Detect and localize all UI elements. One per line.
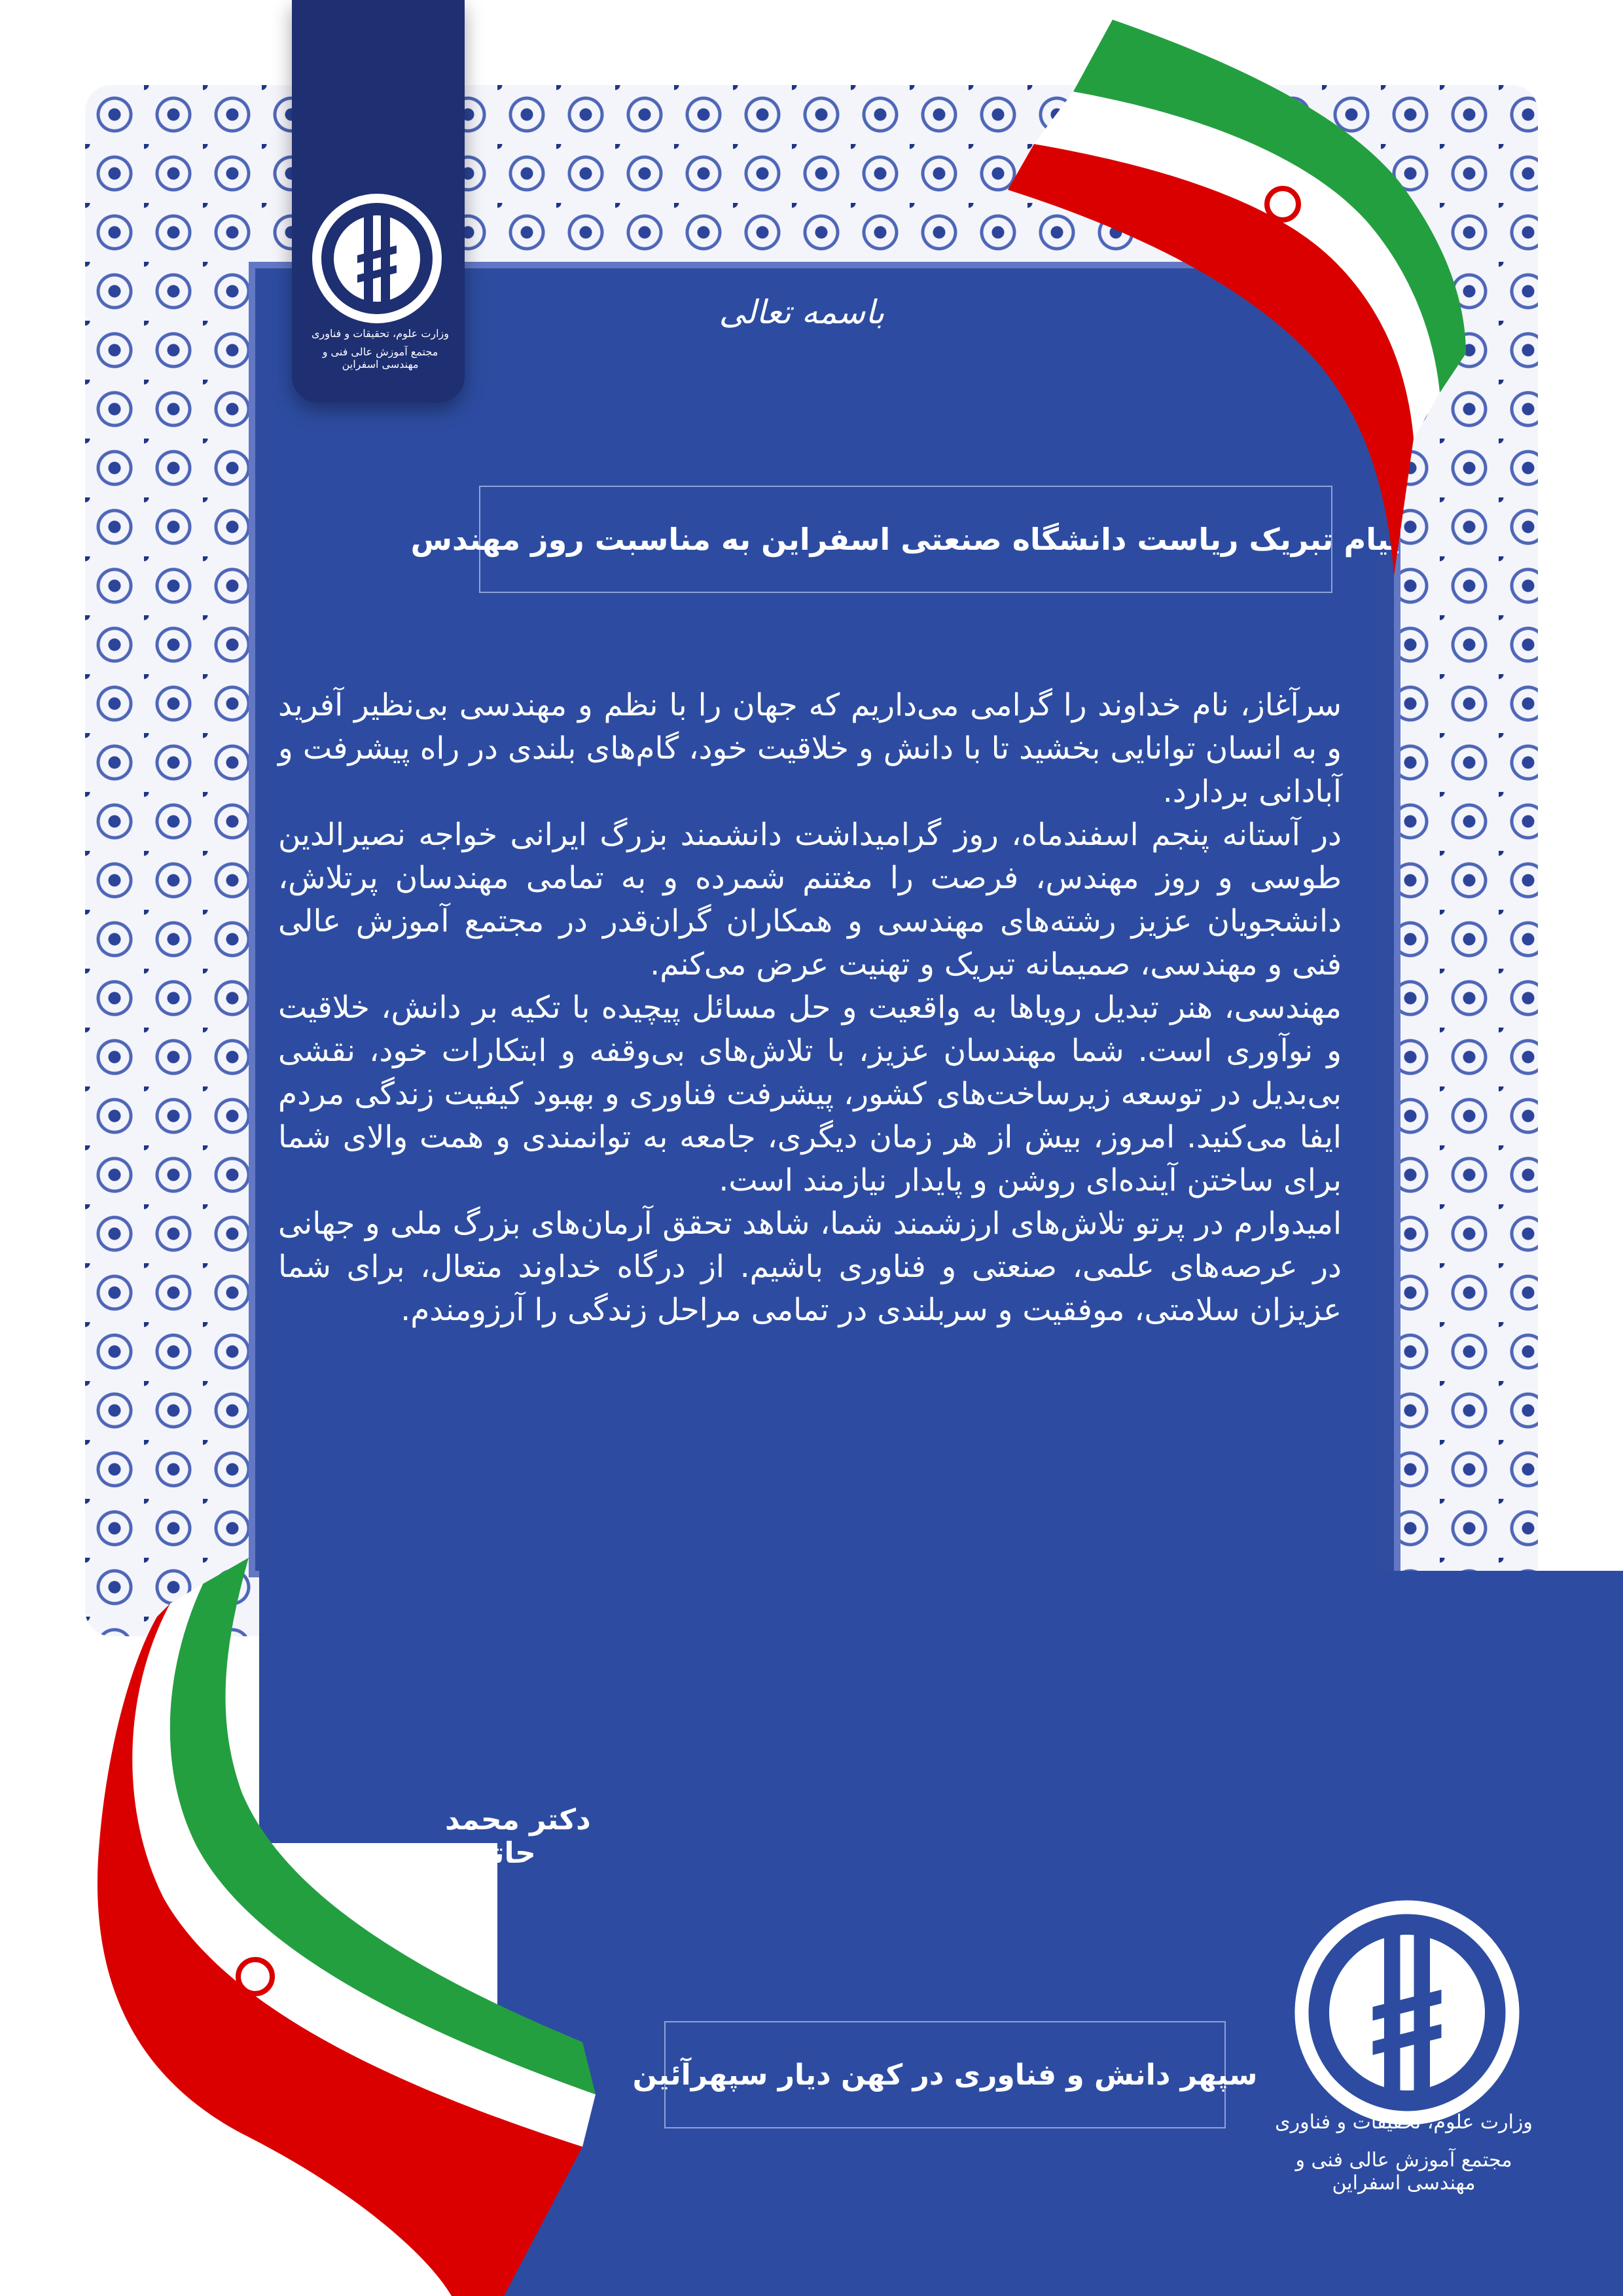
banner-ministry-text: وزارت علوم، تحقیقات و فناوری xyxy=(312,327,449,340)
iran-flag-ribbon-top-icon xyxy=(1008,13,1505,589)
page-title: پیام تبریک ریاست دانشگاه صنعتی اسفراین به مناسبت روز مهندس xyxy=(410,522,1401,557)
message-body xyxy=(278,684,1342,1332)
iran-flag-ribbon-bottom-icon xyxy=(85,1558,596,2296)
university-logo-large-icon xyxy=(1293,1898,1522,2127)
slogan-box xyxy=(632,2021,1258,2128)
university-logo-icon xyxy=(312,193,442,324)
footer-institution-text: مجتمع آموزش عالی فنی و مهندسی اسفراین xyxy=(1295,2149,1512,2195)
banner-institution-text: مجتمع آموزش عالی فنی و مهندسی اسفراین xyxy=(322,346,438,370)
message-paragraph: در آستانه پنجم اسفندماه، روز گرامیداشت دانشمند بزرگ ایرانی خواجه نصیرالدین طوسی و روز مهندس، فرصت را مغتنم شمرده و به تمامی مهندسان پرتلاش، دانشجویان عزیز رشته‌های مهندسی و همکاران گران‌قدر در مجتمع آموزش عالی فنی و مهندسی، صمیمانه تبریک و تهنیت عرض می‌کنم. xyxy=(278,817,1342,982)
message-paragraph: مهندسی، هنر تبدیل رویاها به واقعیت و حل مسائل پیچیده با تکیه بر دانش، خلاقیت و نوآوری است. شما مهندسان عزیز، با تلاش‌های بی‌وقفه و ابتکارات خود، نقشی بی‌بدیل در توسعه زیرساخت‌های کشور، پیشرفت فناوری و بهبود کیفیت زندگی مردم ایفا می‌کنید. امروز، بیش از هر زمان دیگری، جامعه به توانمندی و همت والای شما برای ساختن آینده‌ای روشن و پایدار نیازمند است. xyxy=(278,990,1342,1198)
basmala: باسمه تعالی xyxy=(719,293,885,331)
slogan: سپهر دانش و فناوری در کهن دیار سپهرآئین xyxy=(632,2058,1258,2092)
message-paragraph: امیدوارم در پرتو تلاش‌های ارزشمند شما، شاهد تحقق آرمان‌های بزرگ ملی و جهانی در عرصه‌های علمی، صنعتی و فناوری باشیم. از درگاه خداوند متعال، برای شما عزیزان سلامتی، موفقیت و سربلندی در تمامی مراحل زندگی را آرزومندم. xyxy=(278,1206,1342,1328)
footer-ministry-text: وزارت علوم، تحقیقات و فناوری xyxy=(1275,2111,1533,2134)
signature: دکتر محمد حاتمی xyxy=(445,1803,591,1870)
message-paragraph: سرآغاز، نام خداوند را گرامی می‌داریم که جهان را با نظم و مهندسی بی‌نظیر آفرید و به انسان توانایی بخشید تا با دانش و خلاقیت خود، گام‌های بلندی در راه پیشرفت و آبادانی بردارد. xyxy=(278,687,1342,810)
